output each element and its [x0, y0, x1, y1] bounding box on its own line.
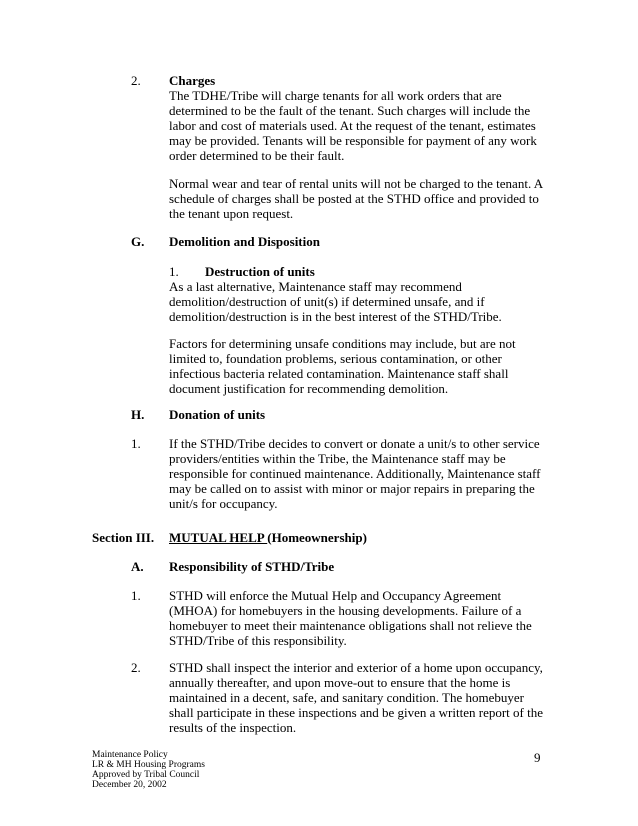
section-iii-item-1-number: 1. [131, 588, 141, 603]
page-number: 9 [534, 750, 541, 765]
section-iii-item-1-text: STHD will enforce the Mutual Help and Occupancy Agreement (MHOA) for homebuyers in the housing developments. Failure of a homebuyer to meet their maintenance obligations shall not relieve the STHD/Tribe of this responsibility. [169, 588, 532, 648]
section-iii-a-letter: A. [131, 559, 144, 574]
section-g-paragraph-1: As a last alternative, Maintenance staff may recommend demolition/destruction of unit(s) if determined unsafe, and if demolition/destruction is in the best interest of the STHD/Tribe. [169, 279, 502, 324]
section-h-letter: H. [131, 407, 145, 422]
footer-line-1: Maintenance Policy [92, 750, 168, 760]
section-h-item-text: If the STHD/Tribe decides to convert or donate a unit/s to other service providers/entities within the Tribe, the Maintenance staff may be responsible for continued maintenance. Additionally, Maintenance staff may be called on to assist with minor or major repairs in preparing the unit/s for occupancy. [169, 436, 541, 511]
section-g-paragraph-2: Factors for determining unsafe conditions may include, but are not limited to, foundation problems, serious contamination, or other infectious bacteria related contamination. Maintenance staff shall document justification for recommending demolition. [169, 336, 516, 396]
section-iii-title [169, 530, 367, 545]
section-iii-a-heading: Responsibility of STHD/Tribe [169, 559, 335, 574]
charges-heading: Charges [169, 73, 216, 88]
section-iii-title-rest: (Homeownership) [267, 530, 367, 545]
charges-number: 2. [131, 73, 141, 88]
charges-paragraph-2: Normal wear and tear of rental units will not be charged to the tenant. A schedule of charges shall be posted at the STHD office and provided to the tenant upon request. [169, 176, 543, 221]
section-iii-item-2-text: STHD shall inspect the interior and exterior of a home upon occupancy, annually thereafter, and upon move-out to ensure that the home is maintained in a decent, safe, and sanitary condition. The homebuyer shall participate in these inspections and be given a written report of the results of the inspection. [169, 660, 543, 735]
section-iii-item-2-number: 2. [131, 660, 141, 675]
section-g-sub-heading: Destruction of units [205, 264, 315, 279]
charges-paragraph-1: The TDHE/Tribe will charge tenants for all work orders that are determined to be the fault of the tenant. Such charges will include the labor and cost of materials used. At the request of the tenant, estimates may be provided. Tenants will be responsible for payment of any work order determined to be their fault. [169, 88, 537, 163]
section-g-sub-number: 1. [169, 264, 179, 279]
section-g-letter: G. [131, 234, 145, 249]
footer-line-2: LR & MH Housing Programs [92, 760, 205, 770]
section-h-heading: Donation of units [169, 407, 266, 422]
section-h-item-number: 1. [131, 436, 141, 451]
section-iii-title-underlined: MUTUAL HELP [169, 530, 268, 545]
section-iii-label: Section III. [92, 530, 155, 545]
footer-line-4: December 20, 2002 [92, 780, 167, 790]
section-g-heading: Demolition and Disposition [169, 234, 320, 249]
footer-line-3: Approved by Tribal Council [92, 770, 200, 780]
